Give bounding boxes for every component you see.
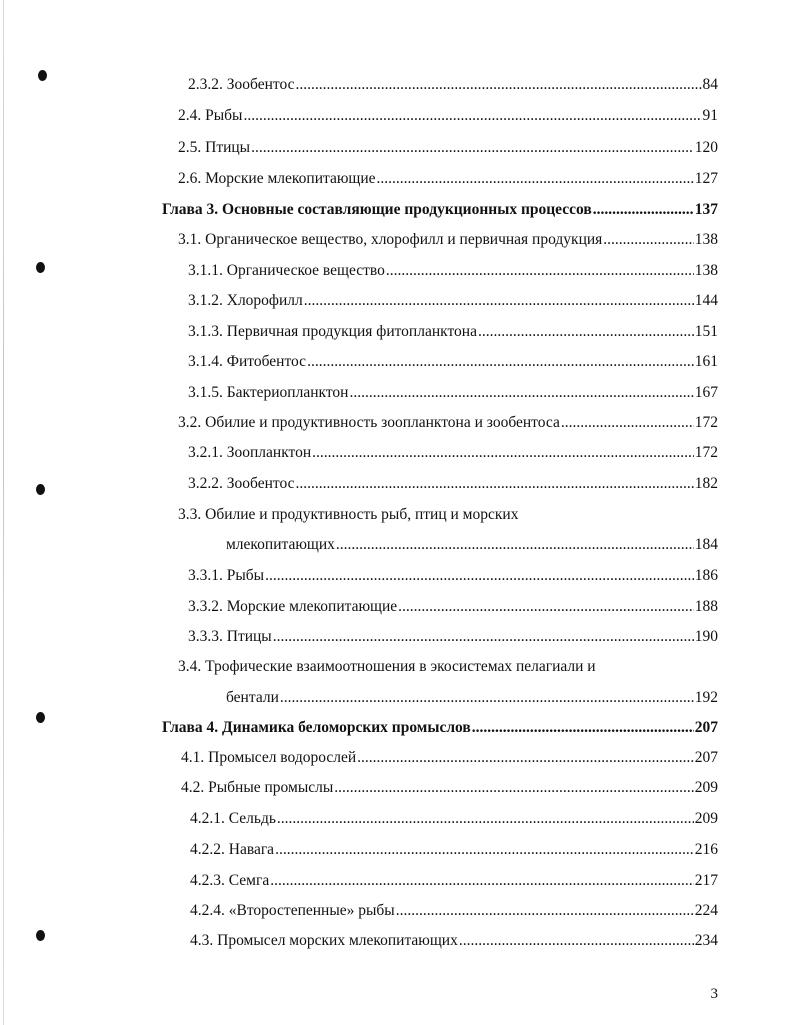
toc-entry — [226, 687, 718, 709]
toc-entry-page: 172 — [694, 414, 718, 431]
toc-entry-label: 4.3. Промысел морских млекопитающих — [190, 932, 458, 949]
toc-entry — [178, 412, 718, 434]
toc-entry — [178, 229, 718, 251]
toc-leader-dots — [312, 442, 694, 464]
toc-entry-label: 3.3.2. Морские млекопитающие — [188, 598, 398, 615]
scan-edge — [3, 0, 4, 1025]
toc-leader-dots — [304, 290, 694, 312]
toc-entry — [188, 290, 718, 312]
toc-entry-label: 4.2.2. Навага — [190, 841, 275, 858]
toc-leader-dots — [593, 199, 694, 221]
toc-entry-label: 3.2.2. Зообентос — [188, 475, 295, 492]
toc-entry-label: млекопитающих — [226, 536, 335, 553]
toc-leader-dots — [459, 930, 694, 952]
toc-entry — [188, 565, 718, 587]
toc-entry-page: 217 — [694, 872, 718, 889]
page-number: 3 — [710, 986, 718, 1002]
toc-entry-label: 3.2. Обилие и продуктивность зоопланктона и зообентоса — [178, 414, 560, 431]
toc-leader-dots — [307, 351, 694, 373]
toc-entry-label: 3.3.1. Рыбы — [188, 567, 265, 584]
toc-entry — [178, 137, 718, 159]
toc-entry-page: 186 — [694, 567, 718, 584]
toc-chapter — [162, 717, 718, 739]
toc-leader-dots — [280, 687, 694, 709]
toc-entry-label: 4.2.4. «Второстепенные» рыбы — [190, 902, 395, 919]
toc-entry-label: 2.4. Рыбы — [178, 107, 243, 124]
toc-entry — [188, 260, 718, 282]
toc-entry-label: Глава 3. Основные составляющие продукционных процессов — [162, 201, 592, 218]
toc-entry-page: 144 — [694, 292, 718, 309]
toc-entry — [181, 777, 718, 799]
toc-entry-page: 137 — [694, 201, 718, 218]
toc-entry — [190, 930, 718, 952]
toc-entry — [188, 473, 718, 495]
toc-leader-dots — [295, 473, 693, 495]
toc-entry — [178, 105, 718, 127]
toc-entry-page: 209 — [694, 779, 718, 796]
toc-leader-dots — [275, 839, 694, 861]
toc-entry-page: 192 — [694, 689, 718, 706]
toc-leader-dots — [265, 565, 694, 587]
toc-leader-dots — [277, 808, 694, 830]
toc-entry-label: 4.1. Промысел водорослей — [181, 749, 357, 766]
toc-entry-label: бентали — [226, 689, 279, 706]
toc-entry — [190, 808, 718, 830]
toc-entry-label: 3.1.4. Фитобентос — [188, 353, 307, 370]
toc-entry-label: 2.3.2. Зообентос — [188, 76, 295, 93]
toc-leader-dots — [273, 626, 694, 648]
toc-entry-page: 224 — [694, 902, 718, 919]
toc-entry — [188, 626, 718, 648]
toc-leader-dots — [349, 382, 693, 404]
toc-entry-label: 3.1.2. Хлорофилл — [188, 292, 303, 309]
toc-leader-dots — [295, 74, 701, 96]
toc-entry-page: 138 — [694, 231, 718, 248]
toc-entry-label: 3.3.3. Птицы — [188, 628, 272, 645]
toc-entry-page: 234 — [694, 932, 718, 949]
toc-entry-label: 4.2.1. Сельдь — [190, 810, 276, 827]
toc-entry-label: 3.1.1. Органическое вещество — [188, 262, 385, 279]
toc-entry — [188, 351, 718, 373]
toc-leader-dots — [472, 717, 694, 739]
toc-entry-page: 207 — [694, 719, 718, 736]
toc-entry-page: 120 — [694, 139, 718, 156]
toc-entry-page: 138 — [694, 262, 718, 279]
toc-entry-page: 172 — [694, 444, 718, 461]
toc-entry-label: Глава 4. Динамика беломорских промыслов — [162, 719, 471, 736]
toc-entry — [188, 596, 718, 618]
toc-entry-page: 127 — [694, 170, 718, 187]
toc-leader-dots — [251, 137, 694, 159]
toc-leader-dots — [334, 777, 693, 799]
toc-entry — [188, 442, 718, 464]
toc-entry-page: 151 — [694, 323, 718, 340]
toc-entry — [190, 839, 718, 861]
toc-entry-page: 167 — [694, 384, 718, 401]
toc-entry-page: 161 — [694, 353, 718, 370]
toc-entry-label: 4.2. Рыбные промыслы — [181, 779, 334, 796]
toc-entry — [226, 534, 718, 556]
toc-entry-label: 2.5. Птицы — [178, 139, 251, 156]
toc-entry-label: 3.1.3. Первичная продукция фитопланктона — [188, 323, 477, 340]
toc-leader-dots — [561, 412, 694, 434]
toc-entry — [190, 870, 718, 892]
toc-entry-page: 91 — [702, 107, 718, 124]
binder-hole-mark — [38, 70, 47, 81]
toc-entry-page: 184 — [694, 536, 718, 553]
toc-entry-page: 209 — [694, 810, 718, 827]
binder-hole-mark — [36, 712, 45, 723]
toc-leader-dots — [243, 105, 701, 127]
toc-entry-label: 3.4. Трофические взаимоотношения в экосистемах пелагиали и — [178, 658, 596, 675]
toc-entry-label: 2.6. Морские млекопитающие — [178, 170, 376, 187]
toc-entry-page: 190 — [694, 628, 718, 645]
toc-entry-label: 3.1.5. Бактериопланктон — [188, 384, 349, 401]
toc-entry — [190, 900, 718, 922]
binder-hole-mark — [36, 262, 45, 273]
toc-leader-dots — [270, 870, 694, 892]
toc-entry-label: 4.2.3. Семга — [190, 872, 270, 889]
toc-leader-dots — [398, 596, 694, 618]
binder-hole-mark — [36, 484, 45, 495]
toc-leader-dots — [603, 229, 693, 251]
toc-leader-dots — [396, 900, 694, 922]
toc-entry — [178, 168, 718, 190]
binder-hole-mark — [36, 930, 45, 941]
toc-entry — [188, 321, 718, 343]
toc-entry-page: 216 — [694, 841, 718, 858]
toc-entry-page: 84 — [702, 76, 718, 93]
toc-leader-dots — [377, 168, 694, 190]
toc-entry-page: 188 — [694, 598, 718, 615]
toc-entry — [181, 747, 718, 769]
toc-leader-dots — [386, 260, 694, 282]
toc-entry-label: 3.1. Органическое вещество, хлорофилл и первичная продукция — [178, 231, 603, 248]
toc-chapter — [162, 199, 718, 221]
toc-leader-dots — [357, 747, 694, 769]
toc-entry — [188, 382, 718, 404]
toc-entry-label: 3.3. Обилие и продуктивность рыб, птиц и морских — [178, 506, 519, 523]
toc-entry — [188, 74, 718, 96]
toc-leader-dots — [336, 534, 694, 556]
toc-leader-dots — [478, 321, 694, 343]
toc-entry-page: 182 — [694, 475, 718, 492]
toc-entry-label: 3.2.1. Зоопланктон — [188, 444, 312, 461]
toc-entry-page: 207 — [694, 749, 718, 766]
